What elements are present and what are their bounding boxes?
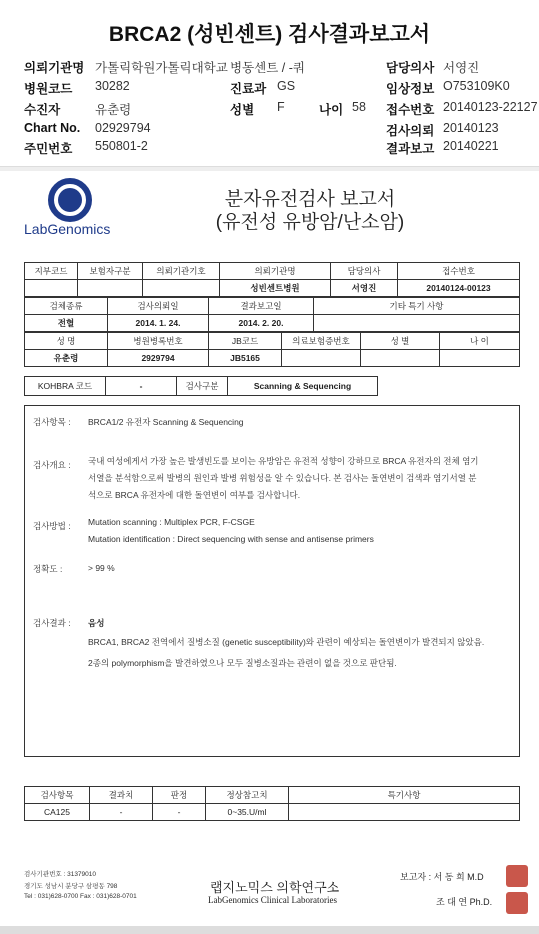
kohbra-label: KOHBRA 코드 [25,377,106,396]
patient-label: 수진자 [24,103,61,117]
table3-header: 성 명 [25,333,108,350]
bottom-bar [0,926,539,934]
id-label: 주민번호 [24,142,73,156]
table3-header: 성 별 [361,333,440,350]
table3-cell: 2929794 [108,350,209,367]
overview-line: 국내 여성에게서 가장 높은 발생빈도를 보이는 유방암은 유전적 성향이 강하므로 BRCA 유전자의 전체 염기 [88,456,479,466]
method-line: Mutation identification : Direct sequencing with sense and antisense primers [88,534,374,544]
table2-header: 검사의뢰일 [108,298,209,315]
seal-stamp-icon [506,892,528,914]
table3-cell [282,350,361,367]
accuracy-label: 정확도 : [33,564,63,574]
table2-header: 기타 특기 사항 [314,298,520,315]
patient-value: 유춘령 [95,103,132,117]
request-value: 20140123 [443,121,499,135]
table1-cell [25,280,78,297]
doc-subtitle: (유전성 유방암/난소암) [215,212,405,233]
seal-stamp-icon [506,865,528,887]
doc-title: 분자유전검사 보고서 [224,189,396,210]
client-label: 의뢰기관명 [24,61,85,75]
table4-cell: 0~35.U/ml [206,804,289,821]
chart-value: 02929794 [95,121,151,135]
method-label: 검사구분 [177,377,228,396]
dept-value: GS [277,79,296,93]
overview-line: 석으로 BRCA 유전자에 대한 돌연변이 여부를 검사합니다. [88,490,301,500]
table4-header: 특기사항 [289,787,520,804]
sex-value: F [277,100,285,114]
receipt-label: 접수번호 [386,103,435,117]
table2-header: 검체종류 [25,298,108,315]
request-label: 검사의뢰 [386,124,435,138]
sex-label: 성별 [230,103,255,117]
table2-cell: 2014. 1. 24. [108,315,209,332]
item-label: 검사항목 : [33,417,71,427]
table3-cell [440,350,520,367]
table3-header: 병원병록번호 [108,333,209,350]
table2-cell: 2014. 2. 20. [209,315,314,332]
table1-header: 접수번호 [398,263,520,280]
reporter-2: 조 대 연 Ph.D. [436,897,493,907]
manager-value: 서영진 [443,61,480,75]
client-value: 가톨릭학원가톨릭대학교 [95,61,228,75]
table1-header: 지부코드 [25,263,78,280]
footer-lab-number: 검사기관번호 : 31379010 [24,871,97,878]
table4-header: 결과치 [90,787,153,804]
overview-label: 검사개요 : [33,460,71,470]
table2-header: 결과보고일 [209,298,314,315]
id-value: 550801-2 [95,139,148,153]
table3-header: 나 이 [440,333,520,350]
table4-header: 판정 [153,787,206,804]
result-label: 검사결과 : [33,618,71,628]
age-label: 나이 [319,103,344,117]
reporter-1: 보고자 : 서 동 희 M.D [400,872,484,882]
report-label: 결과보고 [386,142,435,156]
footer-org-en: LabGenomics Clinical Laboratories [208,895,337,905]
method-value: Scanning & Sequencing [228,377,378,396]
kohbra-value: - [106,377,177,396]
table3-cell: 유춘령 [25,350,108,367]
table1-header: 보험자구분 [78,263,143,280]
overview-text [88,453,516,504]
kohbra-table [24,376,378,396]
overview-line: 서열을 분석함으로써 발병의 원인과 발병 위험성을 알 수 있습니다. 본 검사는 돌연변이 검색과 염기서열 분 [88,473,477,483]
table4-cell: CA125 [25,804,90,821]
accuracy-value: > 99 % [88,563,115,573]
table1-cell: 20140124-00123 [398,280,520,297]
hospital-code-label: 병원코드 [24,82,73,96]
result-value: 음성 [88,618,105,628]
item-value: BRCA1/2 유전자 Scanning & Sequencing [88,417,244,427]
method-line: Mutation scanning : Multiplex PCR, F-CSGE [88,517,255,527]
result-text [88,634,518,672]
receipt-value: 20140123-22127 [443,100,538,114]
age-value: 58 [352,100,366,114]
labgenomics-logo-text: LabGenomics [24,221,111,237]
result-body-box [24,405,520,757]
table1-cell [78,280,143,297]
dept-label: 진료과 [230,82,267,96]
table1-header: 의뢰기관기호 [143,263,220,280]
table3-header: JB코드 [209,333,282,350]
labgenomics-logo-dot-icon [58,188,82,212]
table1-cell: 성빈센트병원 [220,280,331,297]
table4-cell: - [90,804,153,821]
table3-header: 의료보험증번호 [282,333,361,350]
table2-cell: 전혈 [25,315,108,332]
table4-header: 정상참고치 [206,787,289,804]
table4-header: 검사항목 [25,787,90,804]
info-table-3 [24,332,520,367]
footer-phone: Tel : 031)628-0700 Fax : 031)628-0701 [24,893,137,900]
method-text [88,514,516,548]
report-title: BRCA2 (성빈센트) 검사결과보고서 [108,23,431,46]
report-value: 20140221 [443,139,499,153]
table1-cell [143,280,220,297]
method-label-body: 검사방법 : [33,521,71,531]
table1-header: 담당의사 [331,263,398,280]
footer-address: 경기도 성남시 분당구 삼평동 798 [24,883,118,890]
table4-cell [289,804,520,821]
result-line: BRCA1, BRCA2 전역에서 질병소질 (genetic susceptibility)와 관련이 예상되는 돌연변이가 발견되지 않았음. [88,637,485,647]
info-table-1 [24,262,520,297]
result-line: 2종의 polymorphism을 발견하였으나 모두 질병소질과는 관련이 없을 것으로 판단됨. [88,658,397,668]
table1-cell: 서영진 [331,280,398,297]
marker-table [24,786,520,821]
table3-cell [361,350,440,367]
page-divider [0,166,539,171]
table3-cell: JB5165 [209,350,282,367]
table2-cell [314,315,520,332]
ward-value: 병동센트 / -쿼 [230,61,305,75]
info-table-2 [24,297,520,332]
table1-header: 의뢰기관명 [220,263,331,280]
hospital-code-value: 30282 [95,79,130,93]
chart-label: Chart No. [24,121,81,135]
clinical-value: O753109K0 [443,79,510,93]
footer-org-ko: 랩지노믹스 의학연구소 [210,880,340,895]
table4-cell: - [153,804,206,821]
clinical-label: 임상정보 [386,82,435,96]
manager-label: 담당의사 [386,61,435,75]
